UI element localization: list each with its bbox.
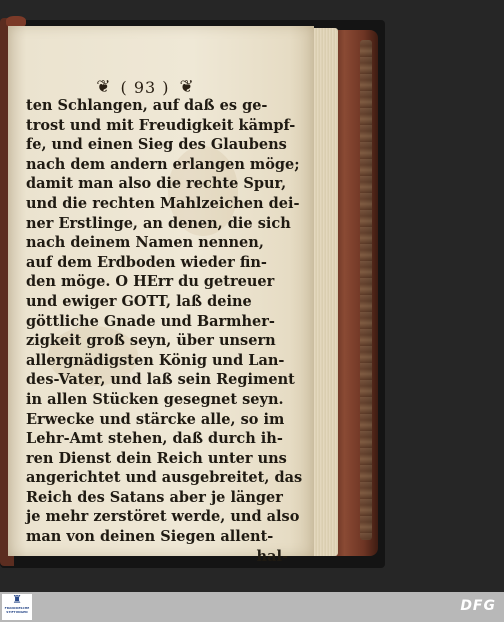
text-line: und ewiger GOTT, laß deine xyxy=(26,292,252,310)
tower-icon: ♜ xyxy=(12,593,22,606)
text-line: nach dem andern erlangen möge; xyxy=(26,155,300,173)
text-line: Reich des Satans aber je länger xyxy=(26,488,283,506)
text-line: allergnädigsten König und Lan- xyxy=(26,351,285,369)
text-line: ten Schlangen, auf daß es ge- xyxy=(26,97,268,114)
text-line: ner Erstlinge, an denen, die sich xyxy=(26,214,291,232)
text-line: trost und mit Freudigkeit kämpf- xyxy=(26,116,296,134)
text-line: ren Dienst dein Reich unter uns xyxy=(26,449,287,467)
text-line: göttliche Gnade und Barmher- xyxy=(26,312,275,330)
text-line: damit man also die rechte Spur, xyxy=(26,175,287,193)
text-line: des-Vater, und laß sein Regiment xyxy=(26,371,295,389)
text-line: auf dem Erdboden wieder fin- xyxy=(26,253,267,271)
text-line: je mehr zerstöret werde, und also xyxy=(26,508,300,526)
ornament-left-icon: ❦ xyxy=(96,76,111,97)
text-line: den möge. O HErr du getreuer xyxy=(26,273,275,291)
dfg-logo[interactable]: DFG xyxy=(460,598,496,614)
page-number: ( 93 ) xyxy=(120,77,170,97)
text-line: in allen Stücken gesegnet seyn. xyxy=(26,390,284,408)
book-page xyxy=(8,26,314,565)
institution-logo[interactable] xyxy=(2,594,32,620)
text-line: angerichtet und ausgebreitet, das xyxy=(26,469,303,487)
logo-text-line-2: STIFTUNGEN xyxy=(6,610,28,614)
text-line: nach deinem Namen nennen, xyxy=(26,234,264,252)
ornament-right-icon: ❦ xyxy=(179,76,194,97)
text-line: man von deinen Siegen allent- xyxy=(26,528,274,546)
viewer-footer-bar xyxy=(0,592,504,622)
logo-text-line-1: FRANCKESCHE xyxy=(4,606,30,610)
text-line: und die rechten Mahlzeichen dei- xyxy=(26,194,300,212)
text-line: fe, und einen Sieg des Glaubens xyxy=(26,136,287,154)
catchword: hal- xyxy=(256,547,288,565)
cover-texture xyxy=(360,40,372,540)
page-body-text xyxy=(26,96,303,566)
text-line: zigkeit groß seyn, über unsern xyxy=(26,332,276,350)
page-header xyxy=(80,76,210,98)
text-line: Lehr-Amt stehen, daß durch ih- xyxy=(26,430,283,448)
text-line: Erwecke und stärcke alle, so im xyxy=(26,410,285,428)
